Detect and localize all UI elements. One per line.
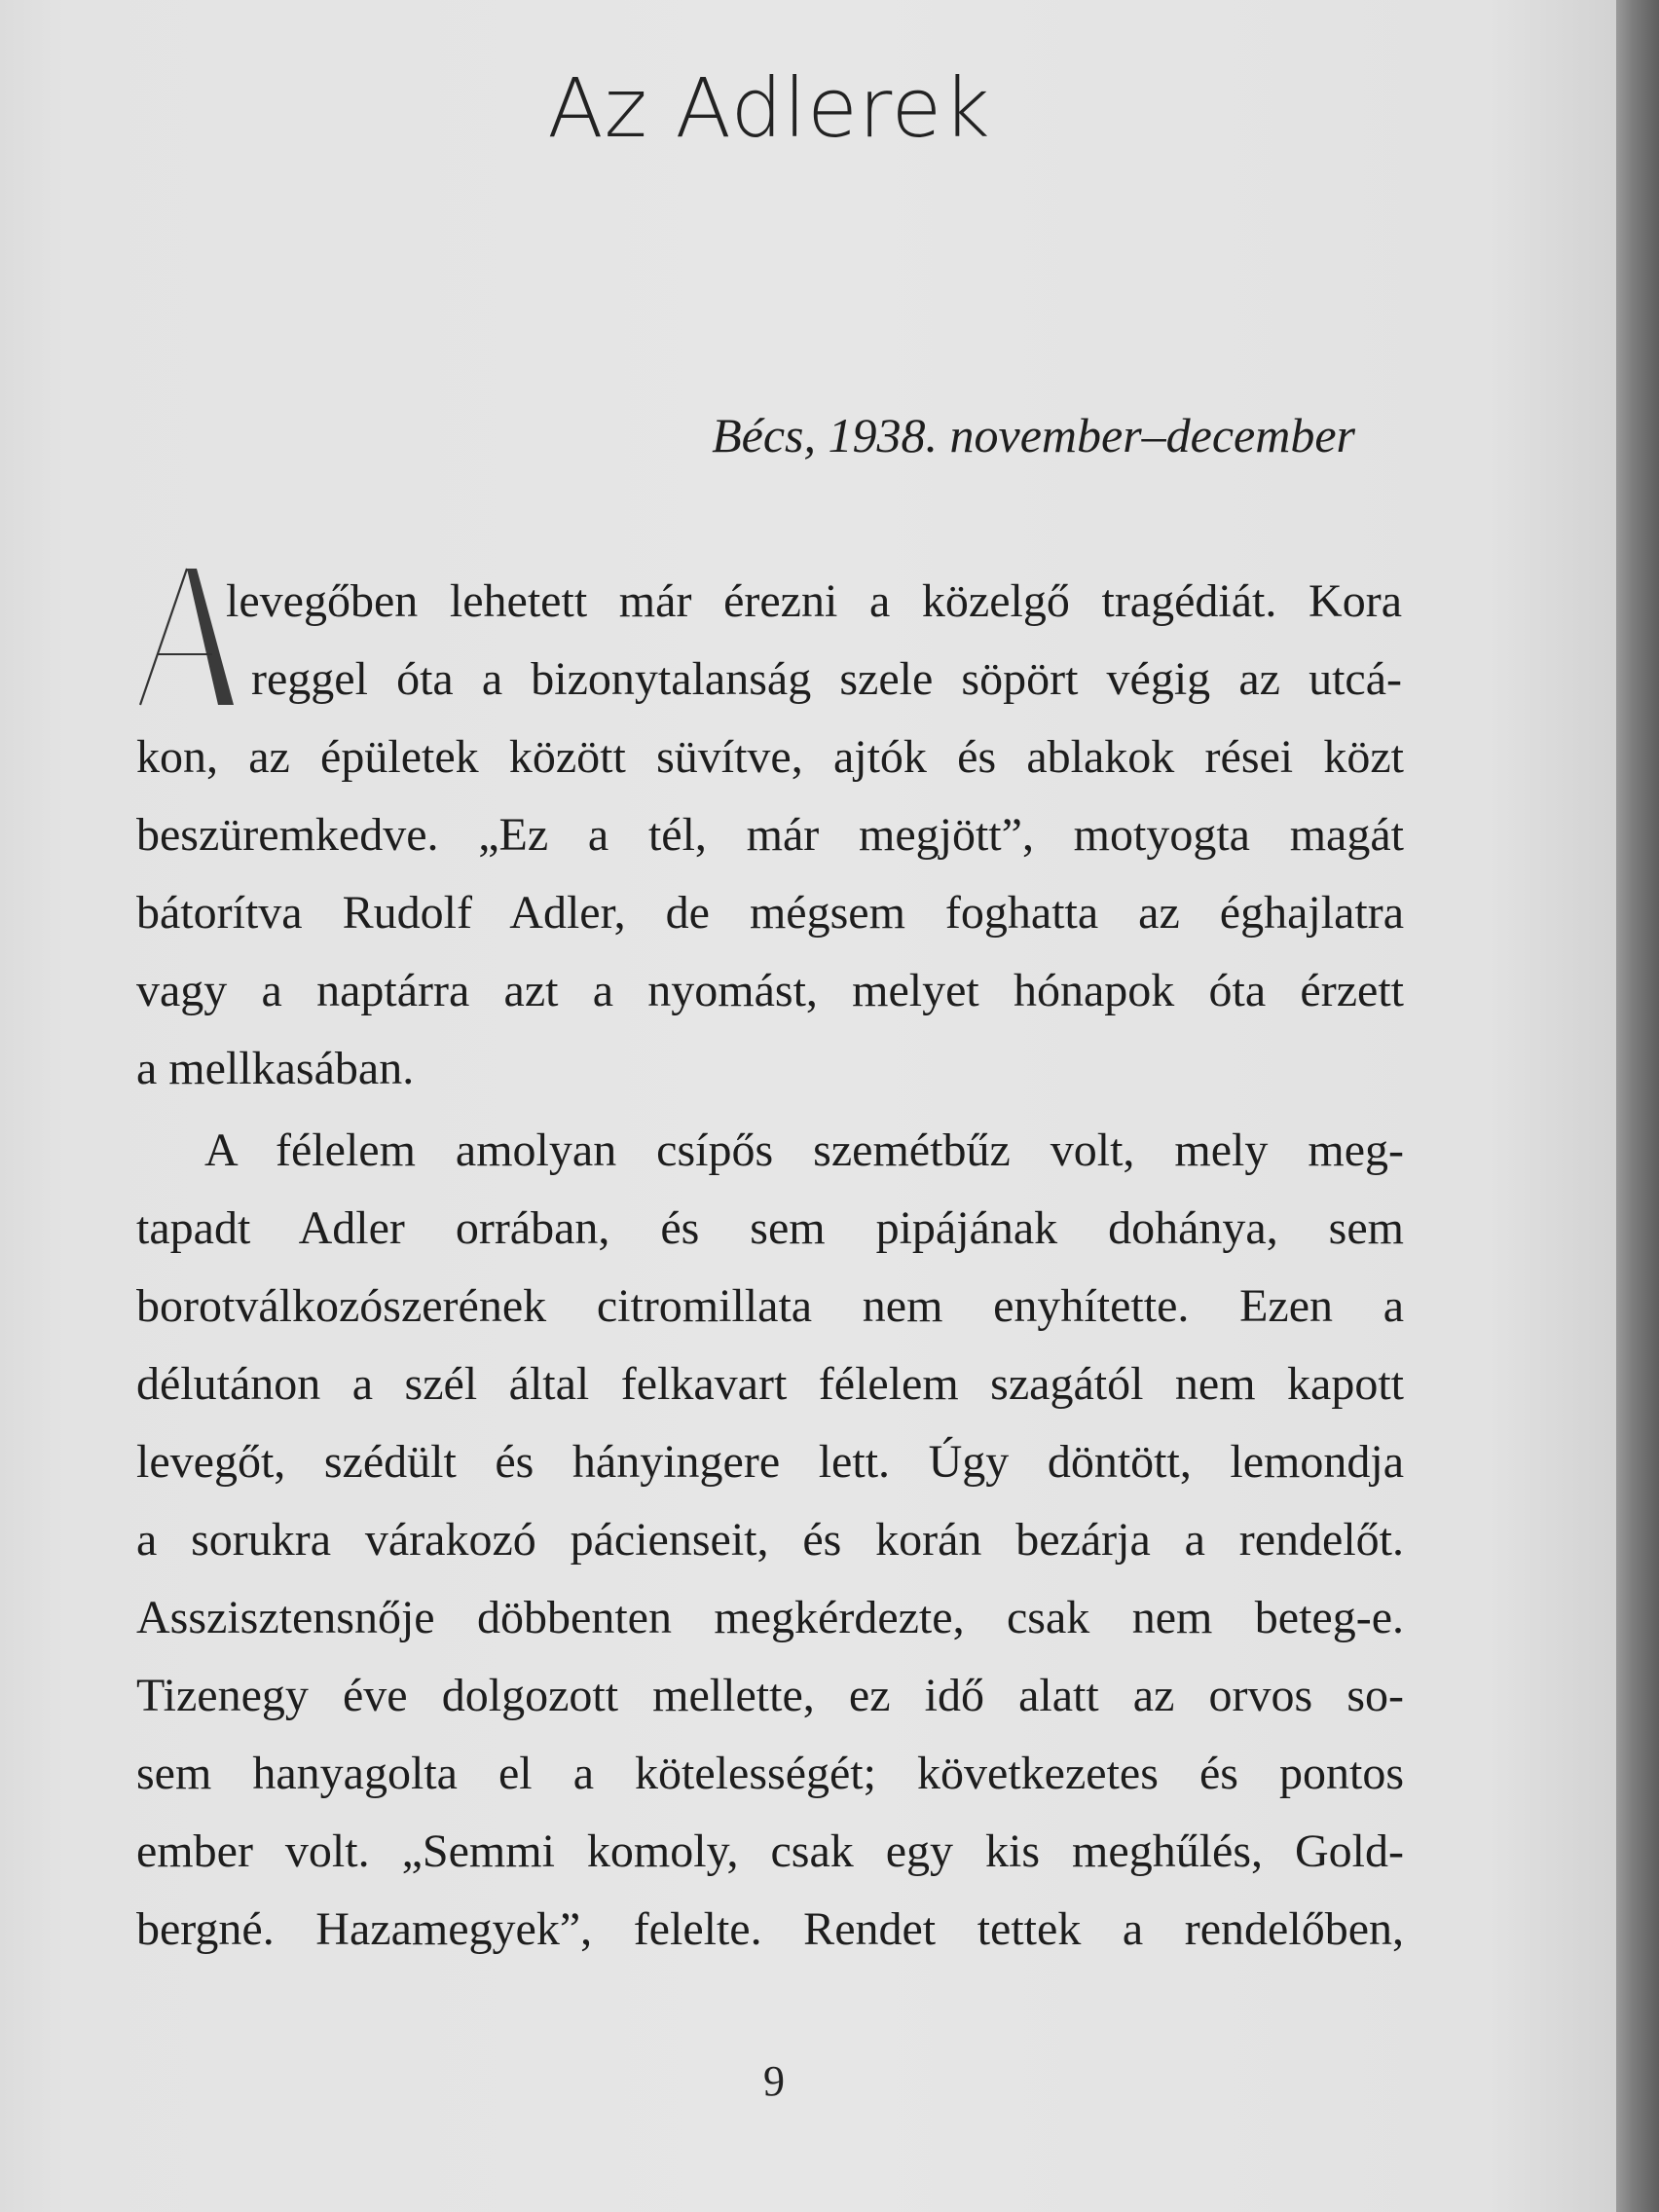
paragraph-2-line-7: Asszisztensnője döbbenten megkérdezte, csak nem beteg-e. — [136, 1592, 1404, 1643]
paragraph-2-line-3: borotválkozószerének citromillata nem enyhítette. Ezen a — [136, 1280, 1404, 1332]
paragraph-1-line-6: vagy a naptárra azt a nyomást, melyet hónapok óta érzett — [136, 965, 1404, 1016]
paragraph-2-line-11: bergné. Hazamegyek”, felelte. Rendet tettek a rendelőben, — [136, 1903, 1404, 1955]
paragraph-2-line-6: a sorukra várakozó pácienseit, és korán bezárja a rendelőt. — [136, 1514, 1404, 1566]
paragraph-2-line-10: ember volt. „Semmi komoly, csak egy kis meghűlés, Gold- — [136, 1825, 1404, 1877]
paragraph-1-line-5: bátorítva Rudolf Adler, de mégsem foghatta az éghajlatra — [136, 887, 1404, 939]
paragraph-2-line-1: A félelem amolyan csípős szemétbűz volt, mely meg- — [204, 1124, 1404, 1176]
paragraph-1-line-7: a mellkasában. — [136, 1043, 415, 1094]
book-spine-edge — [1616, 0, 1659, 2212]
paragraph-2-line-5: levegőt, szédült és hányingere lett. Úgy döntött, lemondja — [136, 1436, 1404, 1488]
paragraph-2-line-9: sem hanyagolta el a kötelességét; következetes és pontos — [136, 1748, 1404, 1799]
paragraph-1-line-1: levegőben lehetett már érezni a közelgő tragédiát. Kora — [226, 575, 1402, 627]
paragraph-1-line-2: reggel óta a bizonytalanság szele söpört végig az utcá- — [251, 653, 1402, 705]
paragraph-1-line-4: beszüremkedve. „Ez a tél, már megjött”, motyogta magát — [136, 809, 1404, 861]
paragraph-1-line-3: kon, az épületek között süvítve, ajtók és ablakok rései közt — [136, 731, 1404, 783]
drop-cap-letter — [136, 563, 238, 709]
page-number: 9 — [763, 2057, 785, 2105]
paragraph-2-line-8: Tizenegy éve dolgozott mellette, ez idő alatt az orvos so- — [136, 1670, 1404, 1721]
paragraph-2-line-4: délutánon a szél által felkavart félelem szagától nem kapott — [136, 1358, 1404, 1410]
paragraph-2-line-2: tapadt Adler orrában, és sem pipájának dohánya, sem — [136, 1202, 1404, 1254]
chapter-title: Az Adlerek — [547, 60, 991, 156]
chapter-dateline: Bécs, 1938. november–december — [712, 408, 1355, 462]
